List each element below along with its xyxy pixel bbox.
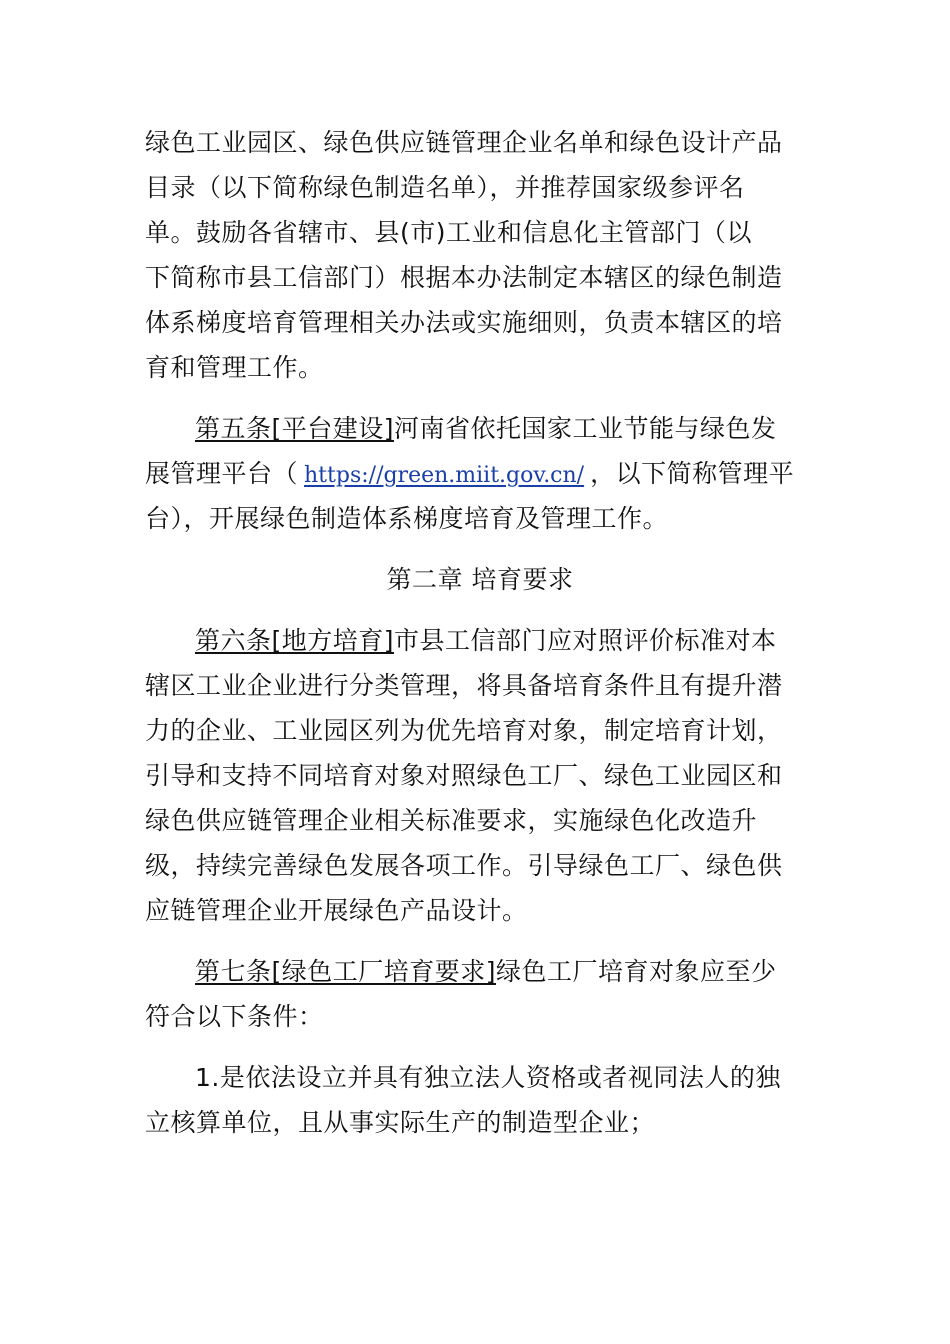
article-5-line-2	[145, 451, 815, 496]
paragraph-line: 体系梯度培育管理相关办法或实施细则，负责本辖区的培	[145, 308, 783, 337]
article-5	[145, 406, 815, 541]
article-7-text: 绿色工厂培育对象应至少	[496, 957, 777, 986]
article-6-text: 市县工信部门应对照评价标准对本	[394, 626, 777, 655]
condition-item-1-line-2: 立核算单位，且从事实际生产的制造型企业；	[145, 1108, 656, 1137]
article-7-line-2: 符合以下条件：	[145, 1002, 324, 1031]
paragraph-line: 目录（以下简称绿色制造名单），并推荐国家级参评名	[145, 173, 745, 202]
paragraph-intro	[145, 120, 815, 390]
article-5-title: 第五条[平台建设]	[195, 414, 395, 443]
article-5-text: 河南省依托国家工业节能与绿色发	[394, 414, 777, 443]
article-5-line-1	[145, 406, 815, 451]
article-6-line-1	[145, 618, 815, 663]
article-7-line-1	[145, 949, 815, 994]
paragraph-line: 下简称市县工信部门）根据本办法制定本辖区的绿色制造	[145, 263, 783, 292]
article-6-line: 绿色供应链管理企业相关标准要求，实施绿色化改造升	[145, 806, 758, 835]
condition-item-1	[145, 1055, 815, 1145]
article-6-line: 引导和支持不同培育对象对照绿色工厂、绿色工业园区和	[145, 761, 783, 790]
paragraph-line: 绿色工业园区、绿色供应链管理企业名单和绿色设计产品	[145, 128, 783, 157]
paragraph-line: 单。鼓励各省辖市、县(市)工业和信息化主管部门（以	[145, 218, 753, 247]
chapter-heading: 第二章 培育要求	[386, 565, 574, 594]
article-6	[145, 618, 815, 933]
article-6-line: 力的企业、工业园区列为优先培育对象，制定培育计划，	[145, 716, 783, 745]
article-5-line-3: 台），开展绿色制造体系梯度培育及管理工作。	[145, 504, 669, 533]
condition-item-1-line-1: 1.是依法设立并具有独立法人资格或者视同法人的独	[195, 1063, 781, 1092]
article-7-title: 第七条[绿色工厂培育要求]	[195, 957, 497, 986]
article-7	[145, 949, 815, 1039]
article-6-title: 第六条[地方培育]	[195, 626, 395, 655]
platform-url-link[interactable]: https://green.miit.gov.cn/	[304, 463, 585, 488]
article-6-line: 应链管理企业开展绿色产品设计。	[145, 896, 528, 925]
article-6-line: 级，持续完善绿色发展各项工作。引导绿色工厂、绿色供	[145, 851, 783, 880]
article-5-line-2-post: ，以下简称管理平	[590, 459, 795, 488]
document-page	[145, 120, 815, 1145]
article-6-line: 辖区工业企业进行分类管理，将具备培育条件且有提升潜	[145, 671, 783, 700]
article-5-line-2-pre: 展管理平台（	[145, 459, 299, 488]
paragraph-line: 育和管理工作。	[145, 353, 324, 382]
